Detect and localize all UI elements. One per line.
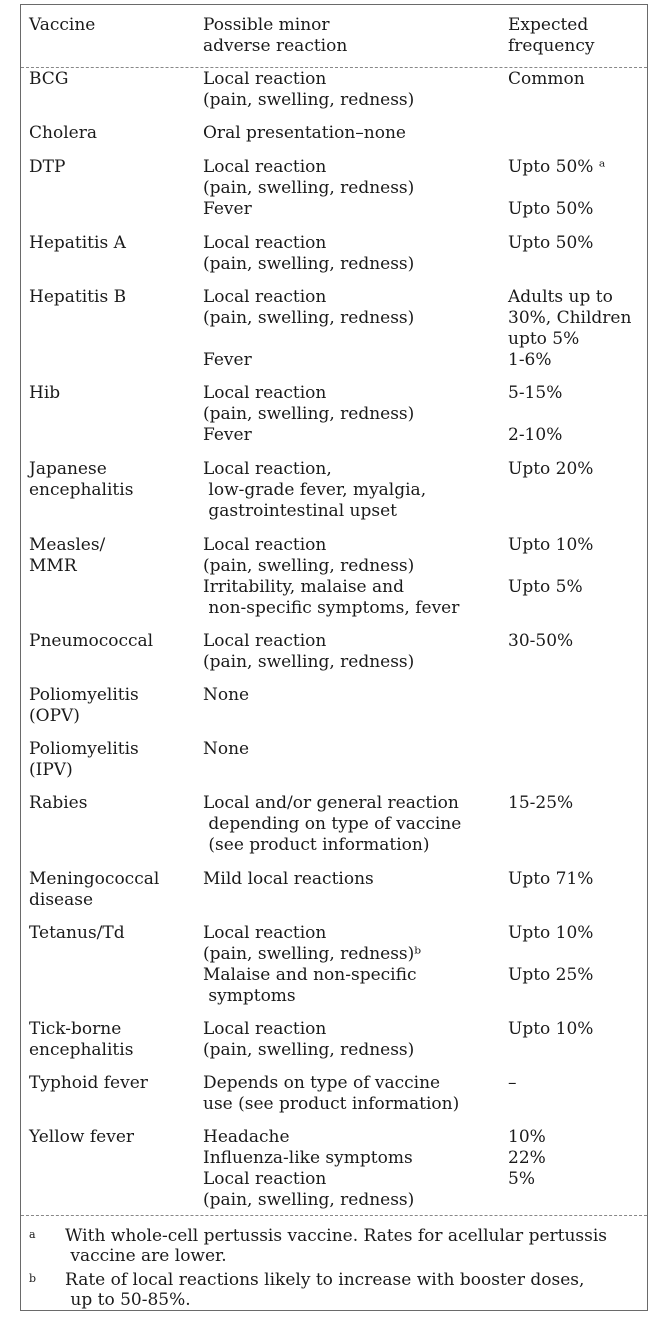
row-vaccine: Hepatitis A: [29, 233, 126, 253]
header-reaction: Possible minor adverse reaction: [203, 15, 348, 56]
row-vaccine: Tetanus/Td: [29, 923, 125, 943]
row-vaccine: Poliomyelitis (OPV): [29, 685, 139, 726]
row-reaction: Local reaction (pain, swelling, redness) Fever: [203, 157, 415, 219]
row-frequency: Common: [508, 69, 585, 89]
header-frequency: Expected frequency: [508, 15, 595, 56]
row-frequency: 15-25%: [508, 793, 574, 813]
row-reaction: Depends on type of vaccine use (see product information): [203, 1073, 460, 1114]
footnote-a-text: With whole-cell pertussis vaccine. Rates for acellular pertussis vaccine are lower.: [65, 1226, 608, 1266]
row-reaction: None: [203, 739, 250, 759]
row-frequency: –: [508, 1073, 517, 1093]
row-reaction: Local reaction, low-grade fever, myalgia, gastrointestinal upset: [203, 459, 427, 521]
row-reaction: Local reaction (pain, swelling, redness): [203, 631, 415, 672]
row-reaction: Local reaction (pain, swelling, redness): [203, 69, 415, 110]
row-reaction: Oral presentation–none: [203, 123, 406, 143]
row-vaccine: Japanese encephalitis: [29, 459, 134, 500]
row-reaction: Local reaction (pain, swelling, redness): [203, 233, 415, 274]
footnote-a-mark: a: [29, 1228, 36, 1241]
row-vaccine: Hib: [29, 383, 61, 403]
row-reaction: Local reaction (pain, swelling, redness) Fever: [203, 287, 415, 370]
row-vaccine: Yellow fever: [29, 1127, 135, 1147]
row-reaction: Local reaction (pain, swelling, redness) Irritability, malaise and non-specific symptoms, fever: [203, 535, 460, 618]
row-frequency: Upto 10% Upto 5%: [508, 535, 594, 597]
row-vaccine: DTP: [29, 157, 66, 177]
row-vaccine: Poliomyelitis (IPV): [29, 739, 139, 780]
row-reaction: Headache Influenza-like symptoms Local reaction (pain, swelling, redness): [203, 1127, 415, 1210]
row-vaccine: Typhoid fever: [29, 1073, 148, 1093]
row-reaction: Local and/or general reaction depending on type of vaccine (see product information): [203, 793, 462, 855]
row-vaccine: BCG: [29, 69, 69, 89]
row-frequency: Adults up to 30%, Children upto 5% 1-6%: [508, 287, 632, 370]
footnotes: [21, 1215, 647, 1312]
row-frequency: 5-15% 2-10%: [508, 383, 563, 445]
row-frequency: Upto 50%: [508, 233, 594, 253]
row-vaccine: Measles/ MMR: [29, 535, 106, 576]
table-body: [21, 5, 647, 1310]
vaccine-table: [20, 4, 648, 1311]
row-frequency: Upto 71%: [508, 869, 594, 889]
row-frequency: 30-50%: [508, 631, 574, 651]
row-reaction: Mild local reactions: [203, 869, 374, 889]
row-frequency: 10% 22% 5%: [508, 1127, 546, 1189]
row-vaccine: Cholera: [29, 123, 97, 143]
footnote-b-text: Rate of local reactions likely to increase with booster doses, up to 50-85%.: [65, 1270, 585, 1310]
row-reaction: Local reaction (pain, swelling, redness)ᵇ Malaise and non-specific symptoms: [203, 923, 422, 1006]
row-vaccine: Hepatitis B: [29, 287, 127, 307]
row-vaccine: Pneumococcal: [29, 631, 154, 651]
row-frequency: Upto 50% ᵃ Upto 50%: [508, 157, 606, 219]
row-frequency: Upto 10% Upto 25%: [508, 923, 594, 985]
header-vaccine: Vaccine: [29, 15, 96, 35]
row-reaction: Local reaction (pain, swelling, redness): [203, 1019, 415, 1060]
row-reaction: None: [203, 685, 250, 705]
row-frequency: Upto 20%: [508, 459, 594, 479]
row-frequency: Upto 10%: [508, 1019, 594, 1039]
footnote-b-mark: b: [29, 1272, 37, 1285]
row-vaccine: Meningococcal disease: [29, 869, 160, 910]
row-vaccine: Rabies: [29, 793, 88, 813]
row-reaction: Local reaction (pain, swelling, redness) Fever: [203, 383, 415, 445]
row-vaccine: Tick-borne encephalitis: [29, 1019, 134, 1060]
